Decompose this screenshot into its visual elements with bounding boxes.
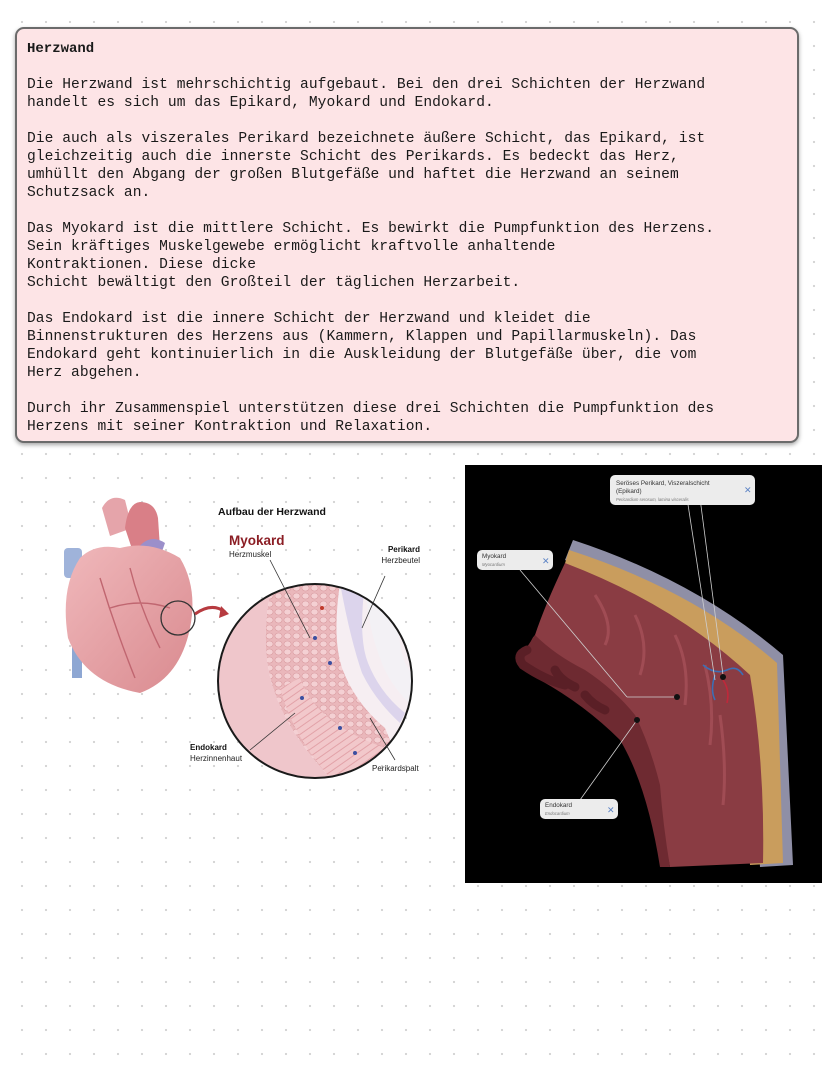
magnified-wall-section: [215, 583, 420, 788]
label-endokard: Endokard: [190, 743, 227, 752]
close-icon[interactable]: ✕: [607, 805, 615, 815]
paragraph-myokard: Das Myokard ist die mittlere Schicht. Es bewirkt die Pumpfunktion des Herzens. Sein kräftiges Muskelgewebe ermöglicht kraftvolle anhaltende Kontraktionen. Diese dicke Schicht bewältigt den Großteil der täglichen Herzarbeit.: [27, 221, 714, 291]
label-epikard-box[interactable]: [610, 475, 755, 505]
label-endokard-latin: Endocardium: [545, 811, 570, 816]
label-perikardspalt: Perikardspalt: [372, 764, 419, 773]
paragraph-intro: Die Herzwand ist mehrschichtig aufgebaut. Bei den drei Schichten der Herzwand handelt es sich um das Epikard, Myokard und Endokard.: [27, 77, 706, 111]
label-epikard-line1: Seröses Perikard, Viszeralschicht: [616, 480, 710, 487]
close-icon[interactable]: ✕: [542, 556, 550, 566]
heart-wall-illustration-svg: [40, 488, 440, 788]
figure-title: Aufbau der Herzwand: [218, 506, 326, 518]
label-epikard-line2: (Epikard): [616, 488, 642, 495]
label-epikard-latin: Pericardium serosum, lamina visceralis: [616, 497, 689, 502]
heart-wall-illustration: [40, 488, 440, 788]
label-myokard: Myokard: [229, 533, 285, 548]
label-myokard-box[interactable]: [477, 550, 553, 570]
label-perikard: Perikard: [387, 545, 420, 554]
label-myokard-latin: Myocardium: [482, 562, 505, 567]
paragraph-endokard: Das Endokard ist die innere Schicht der Herzwand und kleidet die Binnenstrukturen des Herzens aus (Kammern, Klappen und Papillarmuskeln). Das Endokard geht kontinuierlich in die Auskleidung der Blutgefäße über, die vom Herz abgehen.: [27, 311, 697, 381]
label-endokard-box[interactable]: [540, 799, 618, 819]
anatomy-3d-render: [465, 465, 822, 883]
label-herzbeutel: Herzbeutel: [381, 556, 420, 565]
label-myokard-3d: Myokard: [482, 553, 507, 560]
anatomy-3d-render-svg: [465, 465, 822, 883]
label-endokard-3d: Endokard: [545, 802, 572, 809]
text-note: [15, 27, 799, 443]
label-herzinnenhaut: Herzinnenhaut: [190, 754, 243, 763]
label-herzmuskel: Herzmuskel: [229, 550, 272, 559]
paragraph-epikard: Die auch als viszerales Perikard bezeichnete äußere Schicht, das Epikard, ist gleichzeitig auch die innerste Schicht des Perikards. Es bedeckt das Herz, umhüllt den Abgang der großen Blutgefäße und haftet die Herzwand an seinem Schutzsack an.: [27, 131, 706, 201]
heart-drawing: [64, 498, 229, 693]
close-icon[interactable]: ✕: [744, 485, 752, 495]
paragraph-zusammenspiel: Durch ihr Zusammenspiel unterstützen diese drei Schichten die Pumpfunktion des Herzens mit seiner Kontraktion und Relaxation.: [27, 401, 714, 435]
note-title: Herzwand: [27, 41, 95, 57]
